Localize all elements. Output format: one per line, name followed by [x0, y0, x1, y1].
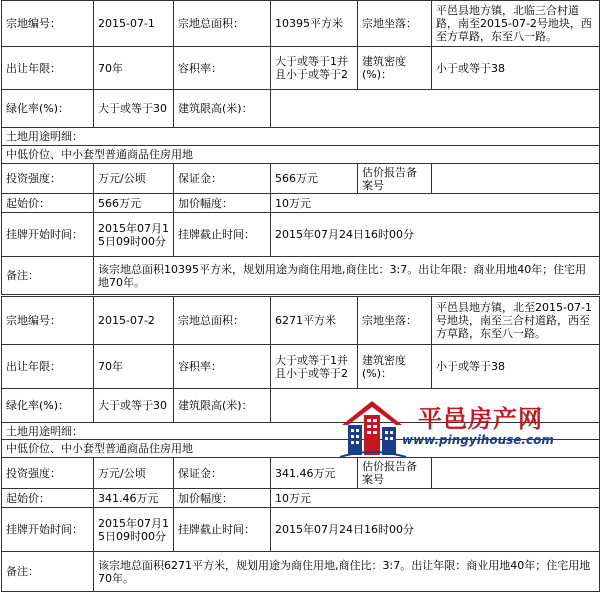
label-green-ratio: 绿化率(%)： [2, 389, 94, 423]
label-height-limit: 建筑限高(米)： [174, 389, 271, 423]
deposit: 566万元 [271, 164, 358, 194]
total-area: 10395平方米 [271, 1, 358, 47]
label-green-ratio: 绿化率(%)： [2, 90, 94, 128]
start-price: 341.46万元 [94, 489, 174, 508]
listing-start: 2015年07月15日09时00分 [94, 213, 174, 257]
house-logo-icon [338, 397, 408, 459]
height-limit [271, 90, 600, 128]
label-location: 宗地坐落： [358, 297, 432, 345]
start-price: 566万元 [94, 194, 174, 213]
label-note: 备注： [2, 257, 94, 295]
label-investment-intensity: 投资强度： [2, 164, 94, 194]
label-increment: 加价幅度： [174, 194, 271, 213]
label-appraisal-report: 估价报告备案号 [358, 458, 432, 489]
appraisal-report [432, 164, 600, 194]
location: 平邑县地方镇，北至2015-07-1号地块，南至三合村道路，西至方草路，东至八一路。 [432, 297, 600, 345]
label-height-limit: 建筑限高(米)： [174, 90, 271, 128]
term: 70年 [94, 47, 174, 90]
label-start-price: 起始价： [2, 194, 94, 213]
label-listing-start: 挂牌开始时间： [2, 508, 94, 552]
increment: 10万元 [271, 489, 600, 508]
label-building-density: 建筑密度(%)： [358, 345, 432, 389]
label-deposit: 保证金： [174, 458, 271, 489]
building-density: 小于或等于38 [432, 345, 600, 389]
location: 平邑县地方镇，北临三合村道路，南至2015-07-2号地块，西至方草路，东至八一路。 [432, 1, 600, 47]
listing-end: 2015年07月24日16时00分 [271, 508, 600, 552]
note: 该宗地总面积10395平方米，规划用途为商住用地,商住比：3:7。出让年限：商业用地40年；住宅用地70年。 [94, 257, 600, 295]
land-use: 中低价位、中小套型普通商品住房用地 [2, 440, 600, 458]
investment-intensity: 万元/公顷 [94, 458, 174, 489]
label-floor-area-ratio: 容积率： [174, 47, 271, 90]
label-parcel-id: 宗地编号： [2, 297, 94, 345]
total-area: 6271平方米 [271, 297, 358, 345]
label-listing-start: 挂牌开始时间： [2, 213, 94, 257]
parcel-table-1 [1, 0, 600, 295]
label-land-use-detail: 土地用途明细： [2, 423, 600, 440]
note: 该宗地总面积6271平方米，规划用途为商住用地,商住比：3:7。出让年限：商业用地40年；住宅用地70年。 [94, 552, 600, 592]
label-location: 宗地坐落： [358, 1, 432, 47]
label-floor-area-ratio: 容积率： [174, 345, 271, 389]
land-use: 中低价位、中小套型普通商品住房用地 [2, 146, 600, 164]
deposit: 341.46万元 [271, 458, 358, 489]
green-ratio: 大于或等于30 [94, 389, 174, 423]
watermark-site-name: 平邑房产网 [418, 405, 543, 433]
building-density: 小于或等于38 [432, 47, 600, 90]
label-term: 出让年限： [2, 47, 94, 90]
label-term: 出让年限： [2, 345, 94, 389]
label-land-use-detail: 土地用途明细： [2, 128, 600, 146]
label-note: 备注： [2, 552, 94, 592]
watermark-site-url: www.pingyihouse.com [402, 433, 554, 447]
listing-start: 2015年07月15日09时00分 [94, 508, 174, 552]
parcel-id: 2015-07-2 [94, 297, 174, 345]
label-investment-intensity: 投资强度： [2, 458, 94, 489]
label-total-area: 宗地总面积： [174, 1, 271, 47]
label-listing-end: 挂牌截止时间： [174, 213, 271, 257]
term: 70年 [94, 345, 174, 389]
green-ratio: 大于或等于30 [94, 90, 174, 128]
increment: 10万元 [271, 194, 600, 213]
site-watermark [338, 397, 560, 467]
label-building-density: 建筑密度(%)： [358, 47, 432, 90]
investment-intensity: 万元/公顷 [94, 164, 174, 194]
label-increment: 加价幅度： [174, 489, 271, 508]
label-listing-end: 挂牌截止时间： [174, 508, 271, 552]
floor-area-ratio: 大于或等于1并且小于或等于2 [271, 47, 358, 90]
listing-end: 2015年07月24日16时00分 [271, 213, 600, 257]
label-deposit: 保证金： [174, 164, 271, 194]
label-total-area: 宗地总面积： [174, 297, 271, 345]
label-appraisal-report: 估价报告备案号 [358, 164, 432, 194]
floor-area-ratio: 大于或等于1并且小于或等于2 [271, 345, 358, 389]
label-parcel-id: 宗地编号： [2, 1, 94, 47]
label-start-price: 起始价： [2, 489, 94, 508]
parcel-id: 2015-07-1 [94, 1, 174, 47]
